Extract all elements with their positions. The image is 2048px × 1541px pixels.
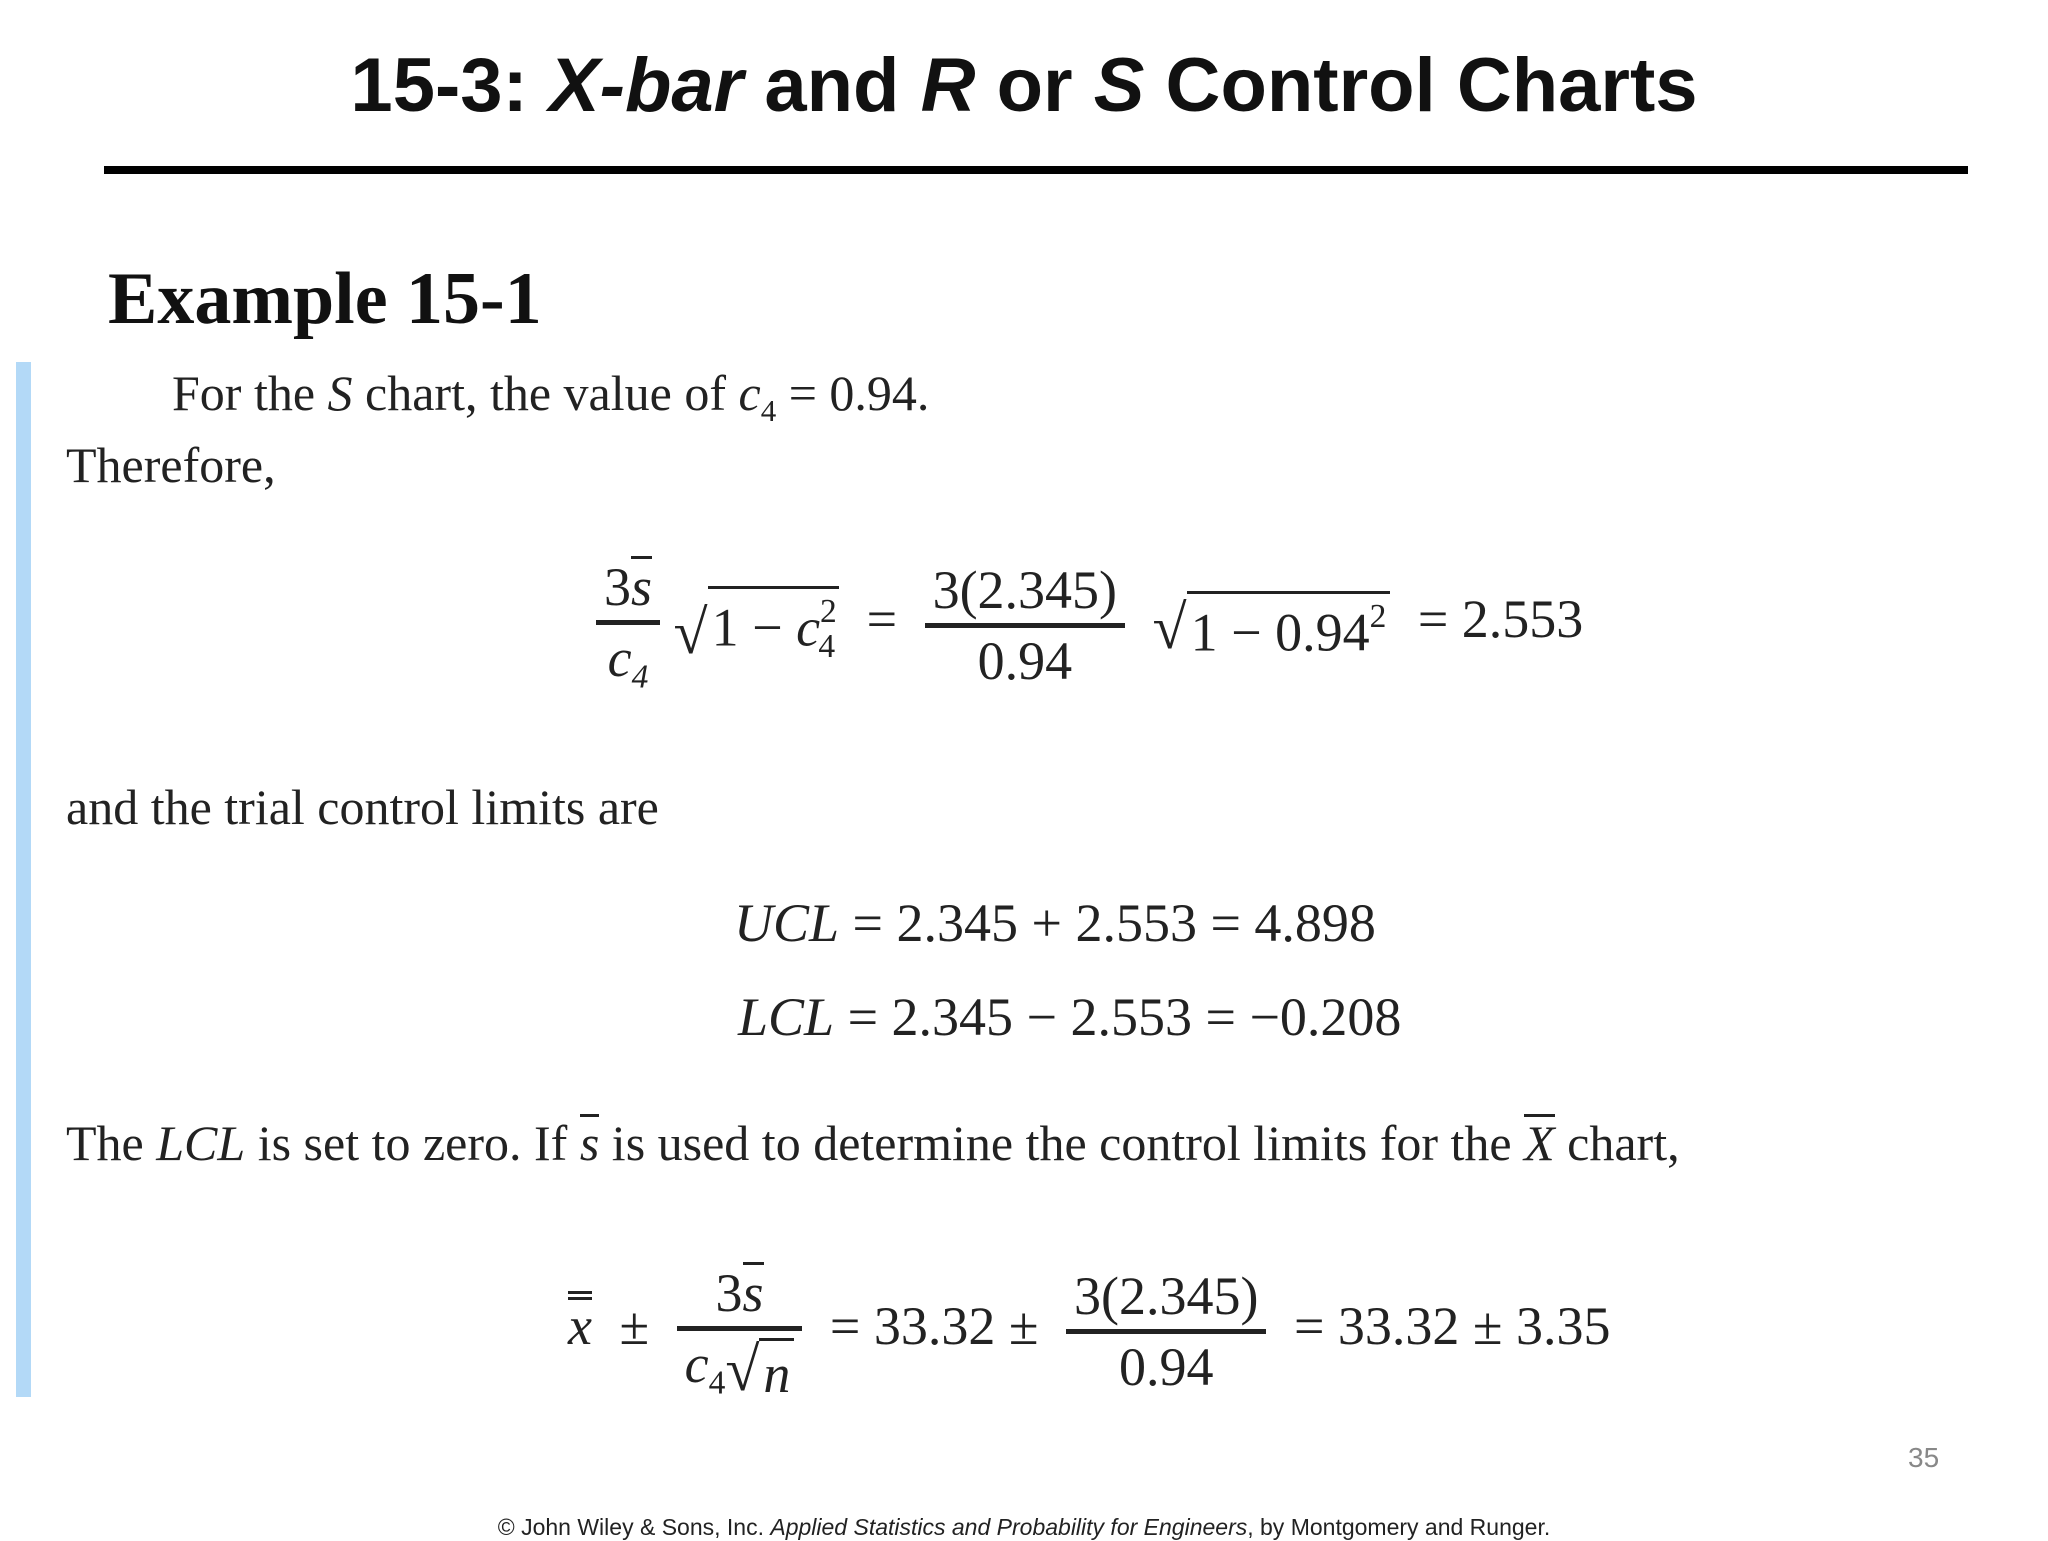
denominator: 0.94: [977, 630, 1073, 691]
text-span: LCL: [156, 1115, 246, 1171]
text-span: 3: [604, 557, 631, 617]
text-span: chart, the value of: [352, 365, 739, 421]
s-bar: s: [742, 1263, 764, 1323]
footer-authors: , by Montgomery and Runger.: [1247, 1514, 1551, 1540]
final-result: = 33.32 ± 3.35: [1293, 1295, 1611, 1356]
fraction-3s-over-c4: [596, 556, 660, 694]
denominator: [677, 1331, 803, 1405]
superscript: 2: [1369, 597, 1387, 635]
subscript: 4: [631, 658, 649, 696]
radical-sign: √: [725, 1336, 760, 1405]
slide-title: [0, 43, 2048, 128]
x-bar: X: [1524, 1115, 1555, 1171]
square-root-2: [1152, 591, 1391, 663]
subscript: 4: [760, 392, 777, 428]
lcl-equation: [738, 987, 1402, 1047]
text-span: 1 − 0.94: [1190, 602, 1370, 663]
example-heading: Example 15-1: [108, 258, 542, 340]
superscript: 2: [820, 593, 837, 631]
equation-s-width: [596, 556, 1597, 694]
radical-sign: √: [1152, 594, 1187, 663]
ucl-expression: = 2.345 + 2.553 = 4.898: [852, 893, 1376, 953]
equals-sign: =: [866, 589, 898, 650]
numerator: [677, 1262, 803, 1331]
denominator: [596, 625, 660, 694]
subscript: 4: [818, 628, 836, 666]
body-line-2: Therefore,: [66, 437, 276, 493]
radicand: [708, 586, 840, 664]
text-span: The: [66, 1115, 157, 1171]
text-span: is set to zero. If: [245, 1115, 580, 1171]
radical-sign: √: [673, 598, 708, 667]
fraction-3s-over-c4-root-n: [677, 1262, 803, 1405]
text-span: S: [327, 365, 353, 421]
denominator: 0.94: [1118, 1337, 1214, 1398]
lcl-label: LCL: [738, 987, 835, 1047]
title-and: and: [743, 43, 921, 128]
body-line-4: [66, 1114, 1680, 1171]
fraction-2: [925, 559, 1125, 691]
square-root-n: [725, 1336, 794, 1405]
accent-bar: [16, 362, 31, 1397]
text-span: c: [796, 597, 821, 658]
text-span: c: [684, 1334, 709, 1394]
title-divider: [104, 166, 1968, 174]
text-span: 3: [715, 1263, 743, 1323]
title-suffix: Control Charts: [1144, 43, 1698, 128]
text-span: 1 −: [711, 597, 797, 658]
subscript: 4: [708, 1364, 726, 1402]
lcl-expression: = 2.345 − 2.553 = −0.208: [847, 987, 1402, 1047]
numerator: 3(2.345): [925, 563, 1125, 628]
footer-book-title: Applied Statistics and Probability for Engineers: [770, 1514, 1248, 1540]
footer-copyright: © John Wiley & Sons, Inc.: [497, 1514, 771, 1540]
title-r: R: [920, 43, 976, 128]
x-double-bar: x: [568, 1291, 592, 1353]
text-span: c: [607, 628, 632, 688]
body-line-3: and the trial control limits are: [66, 779, 659, 835]
body-line-1: [172, 365, 930, 428]
plus-minus-sign: ±: [619, 1295, 650, 1356]
page-number: 35: [1908, 1442, 1940, 1473]
result: = 2.553: [1417, 589, 1584, 650]
title-prefix: 15-3:: [350, 43, 549, 128]
ucl-label: UCL: [734, 893, 840, 953]
text-span: For the: [172, 365, 328, 421]
numerator: [596, 556, 660, 625]
square-root-1: [673, 586, 840, 667]
intermediate-result: = 33.32 ±: [829, 1295, 1039, 1356]
radicand: n: [759, 1338, 794, 1401]
text-span: chart,: [1554, 1115, 1680, 1171]
text-span: is used to determine the control limits for the: [599, 1115, 1525, 1171]
title-s: S: [1093, 43, 1145, 128]
title-or: or: [975, 43, 1094, 128]
ucl-equation: [734, 893, 1376, 953]
numerator: 3(2.345): [1066, 1269, 1266, 1334]
text-span: = 0.94.: [776, 365, 930, 421]
title-xbar: X-bar: [548, 43, 744, 128]
footer-citation: [0, 1514, 2048, 1541]
s-bar: s: [631, 557, 653, 617]
s-bar: s: [579, 1115, 600, 1171]
radicand: [1187, 591, 1391, 663]
fraction-2: [1066, 1266, 1266, 1398]
equation-xbar-limits: [568, 1262, 1625, 1405]
text-span: c: [738, 365, 761, 421]
